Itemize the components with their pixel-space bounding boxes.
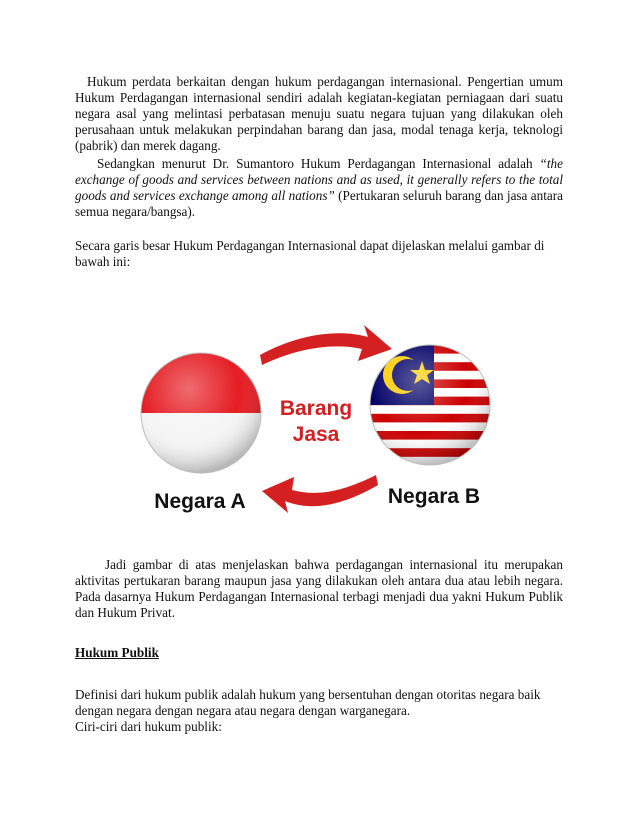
public-law-characteristics-intro: Ciri-ciri dari hukum publik: xyxy=(75,719,222,734)
indonesia-flag-icon xyxy=(140,353,262,473)
section-heading: Hukum Publik xyxy=(75,645,159,660)
definition-quote: “the exchange of goods and services between nations and as used, it generally refers to the total goods and services exchange among all nations” xyxy=(75,156,563,203)
arrow-to-a xyxy=(262,475,378,513)
trade-diagram xyxy=(130,315,510,525)
label-negara-b: Negara B xyxy=(387,485,481,508)
intro-paragraph: Hukum perdata berkaitan dengan hukum perdagangan internasional. Pengertian umum Hukum Perdagangan internasional sendiri adalah kegiatan-kegiatan perniagaan dari suatu negara asal yang melintasi perbatasan menuju suatu negara tujuan yang dilakukan oleh perusahaan untuk melakukan perpindahan barang dan jasa, modal tenaga kerja, teknologi (pabrik) dan merek dagang. xyxy=(75,74,563,153)
malaysia-flag-icon xyxy=(370,345,492,465)
explanation-paragraph: Jadi gambar di atas menjelaskan bahwa perdagangan internasional itu merupakan aktivitas pertukaran barang maupun jasa yang dilakukan oleh antara dua atau lebih negara. Pada dasarnya Hukum Perdagangan Internasional terbagi menjadi dua yakni Hukum Publik dan Hukum Privat. xyxy=(75,557,563,620)
label-negara-a: Negara A xyxy=(154,490,246,513)
definition-tail: (Pertukaran seluruh barang dan jasa antara semua negara/bangsa). xyxy=(75,188,563,219)
public-law-definition: Definisi dari hukum publik adalah hukum yang bersentuhan dengan otoritas negara baik dengan negara dengan negara atau negara dengan warganegara. xyxy=(75,687,541,718)
definition-paragraph xyxy=(75,156,563,220)
figure-intro-paragraph: Secara garis besar Hukum Perdagangan Internasional dapat dijelaskan melalui gambar di bawah ini: xyxy=(75,238,545,269)
center-label-barang: Barang xyxy=(279,397,353,420)
definition-lead: Sedangkan menurut Dr. Sumantoro Hukum Perdagangan Internasional adalah xyxy=(97,156,540,171)
center-label-jasa: Jasa xyxy=(292,423,340,446)
arrow-to-b xyxy=(260,325,392,365)
